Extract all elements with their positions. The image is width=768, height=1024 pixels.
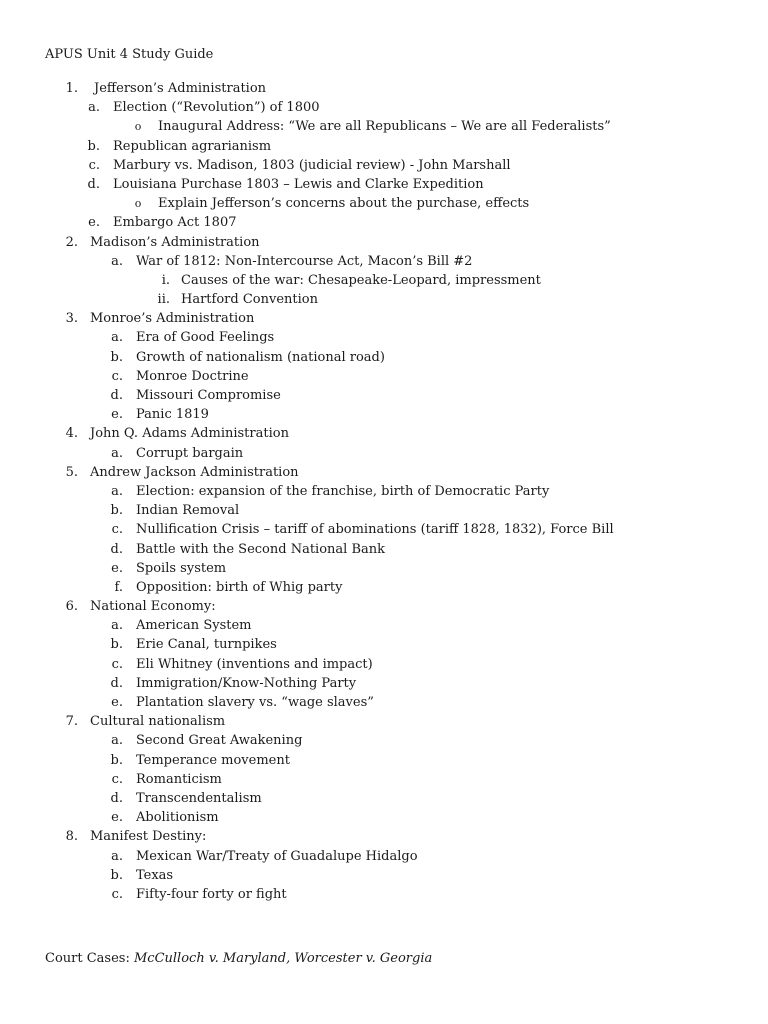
outline-item xyxy=(0,386,768,405)
bullet-marker: o xyxy=(134,197,142,211)
outline-marker: i. xyxy=(161,272,170,288)
outline-item-text: Panic 1819 xyxy=(136,407,209,423)
outline-item xyxy=(0,520,768,539)
outline-item-text: Mexican War/Treaty of Guadalupe Hidalgo xyxy=(136,848,418,864)
outline-item xyxy=(0,309,768,328)
outline-marker: 4. xyxy=(65,426,78,442)
outline-marker: 1. xyxy=(65,81,78,96)
document-title: APUS Unit 4 Study Guide xyxy=(45,47,214,62)
outline-marker: 7. xyxy=(65,714,78,730)
outline-item xyxy=(0,847,768,866)
outline-item-text: Indian Removal xyxy=(136,503,240,519)
outline-item xyxy=(0,808,768,827)
outline-marker: a. xyxy=(111,848,123,864)
outline-item xyxy=(0,98,768,117)
outline-marker: e. xyxy=(88,215,100,231)
outline-marker: e. xyxy=(111,407,123,423)
outline-item-text: Hartford Convention xyxy=(181,292,318,308)
outline-item xyxy=(0,271,768,290)
outline-item xyxy=(0,328,768,347)
outline-item-text: Monroe Doctrine xyxy=(136,368,249,384)
outline-item xyxy=(0,233,768,252)
outline-marker: a. xyxy=(111,618,123,634)
outline-marker: a. xyxy=(111,483,123,499)
outline-item-text: Election (“Revolution”) of 1800 xyxy=(113,100,320,116)
bullet-marker: o xyxy=(134,120,142,134)
outline-item-text: Embargo Act 1807 xyxy=(113,215,237,231)
outline-item xyxy=(0,367,768,386)
outline-item-text: National Economy: xyxy=(90,599,216,615)
outline-marker: c. xyxy=(88,157,100,173)
outline-item-text: Transcendentalism xyxy=(136,790,262,806)
outline-marker: d. xyxy=(87,176,100,192)
outline-item xyxy=(0,501,768,520)
outline-item xyxy=(0,463,768,482)
outline-item xyxy=(0,252,768,271)
outline-item xyxy=(0,866,768,885)
outline-marker: 6. xyxy=(65,599,78,615)
outline-item-text: Second Great Awakening xyxy=(136,733,303,749)
outline-item-text: Causes of the war: Chesapeake-Leopard, impressment xyxy=(181,272,541,288)
outline-item xyxy=(0,290,768,309)
outline-marker: b. xyxy=(110,349,123,365)
outline-item-text: Spoils system xyxy=(136,560,227,576)
outline-item-text: Opposition: birth of Whig party xyxy=(136,579,343,595)
outline-marker: f. xyxy=(114,579,123,595)
outline-marker: 2. xyxy=(65,234,78,250)
study-guide-outline xyxy=(0,79,768,904)
outline-item xyxy=(0,424,768,443)
outline-item xyxy=(0,578,768,597)
outline-item-text: Madison’s Administration xyxy=(90,234,260,250)
outline-marker: 8. xyxy=(65,829,78,845)
outline-marker: a. xyxy=(111,445,123,461)
court-cases-label: Court Cases: xyxy=(45,951,130,966)
outline-marker: d. xyxy=(110,388,123,403)
outline-item xyxy=(0,674,768,693)
outline-marker: c. xyxy=(111,522,123,538)
outline-item-text: Fifty-four forty or fight xyxy=(136,886,287,902)
outline-item-text: Inaugural Address: “We are all Republicans – We are all Federalists” xyxy=(158,119,611,135)
outline-item-text: Romanticism xyxy=(136,771,222,787)
outline-item-text: Cultural nationalism xyxy=(90,714,226,730)
outline-marker: a. xyxy=(111,330,123,346)
outline-item xyxy=(0,827,768,846)
outline-item-text: Eli Whitney (inventions and impact) xyxy=(136,656,373,672)
outline-marker: a. xyxy=(111,253,123,269)
outline-item xyxy=(0,405,768,424)
outline-marker: c. xyxy=(111,656,123,672)
outline-marker: b. xyxy=(110,867,123,883)
outline-item-text: John Q. Adams Administration xyxy=(90,426,289,442)
outline-item-text: Missouri Compromise xyxy=(136,388,281,403)
outline-item-text: Immigration/Know-Nothing Party xyxy=(136,675,357,691)
outline-item xyxy=(0,482,768,501)
outline-marker: 3. xyxy=(65,311,78,327)
outline-item-text: Manifest Destiny: xyxy=(90,829,207,845)
outline-item-text: Plantation slavery vs. “wage slaves” xyxy=(136,695,374,710)
outline-marker: b. xyxy=(87,138,100,154)
outline-item-text: Abolitionism xyxy=(136,810,219,826)
outline-item xyxy=(0,770,768,789)
outline-item xyxy=(0,635,768,654)
outline-item xyxy=(0,175,768,194)
outline-marker: e. xyxy=(111,560,123,576)
outline-item xyxy=(0,655,768,674)
outline-item xyxy=(0,348,768,367)
outline-marker: ii. xyxy=(157,292,170,308)
outline-marker: c. xyxy=(111,771,123,787)
outline-item-text: Era of Good Feelings xyxy=(136,330,275,346)
outline-item xyxy=(0,156,768,175)
outline-item-text: Monroe’s Administration xyxy=(90,311,255,327)
court-cases-line xyxy=(45,949,432,968)
outline-marker: a. xyxy=(88,100,100,116)
outline-item-text: Andrew Jackson Administration xyxy=(90,464,299,480)
outline-item-text: Growth of nationalism (national road) xyxy=(136,349,385,365)
outline-marker: d. xyxy=(110,675,123,691)
outline-item-text: Corrupt bargain xyxy=(136,445,244,461)
outline-marker: b. xyxy=(110,637,123,653)
outline-marker: b. xyxy=(110,503,123,519)
outline-item xyxy=(0,444,768,463)
outline-marker: e. xyxy=(111,810,123,826)
outline-marker: a. xyxy=(111,733,123,749)
outline-item-text: Louisiana Purchase 1803 – Lewis and Clarke Expedition xyxy=(113,176,484,192)
outline-marker: d. xyxy=(110,541,123,557)
outline-item-text: Temperance movement xyxy=(136,752,290,768)
outline-item xyxy=(0,789,768,808)
outline-item-text: Election: expansion of the franchise, birth of Democratic Party xyxy=(136,483,550,499)
outline-item-text: Texas xyxy=(136,867,174,883)
outline-item xyxy=(0,751,768,770)
outline-item xyxy=(0,597,768,616)
outline-marker: 5. xyxy=(65,464,78,480)
outline-item xyxy=(0,693,768,712)
outline-marker: b. xyxy=(110,752,123,768)
outline-item-text: Republican agrarianism xyxy=(113,138,272,154)
outline-item-text: American System xyxy=(136,618,252,634)
outline-item-text: Marbury vs. Madison, 1803 (judicial review) - John Marshall xyxy=(113,157,511,173)
outline-item xyxy=(0,79,768,98)
outline-item-text: Jefferson’s Administration xyxy=(94,81,267,96)
outline-item-text: War of 1812: Non-Intercourse Act, Macon’s Bill #2 xyxy=(136,253,473,269)
outline-item-text: Explain Jefferson’s concerns about the purchase, effects xyxy=(158,196,530,212)
outline-item xyxy=(0,117,768,136)
outline-marker: c. xyxy=(111,886,123,902)
outline-item xyxy=(0,885,768,904)
outline-marker: e. xyxy=(111,695,123,710)
court-cases-list: McCulloch v. Maryland, Worcester v. Georgia xyxy=(133,951,433,966)
outline-item xyxy=(0,559,768,578)
outline-item xyxy=(0,712,768,731)
outline-marker: c. xyxy=(111,368,123,384)
outline-item xyxy=(0,540,768,559)
outline-item xyxy=(0,616,768,635)
outline-item xyxy=(0,137,768,156)
outline-item-text: Nullification Crisis – tariff of abominations (tariff 1828, 1832), Force Bill xyxy=(136,522,614,538)
outline-item xyxy=(0,213,768,232)
outline-marker: d. xyxy=(110,790,123,806)
outline-item xyxy=(0,731,768,750)
outline-item-text: Erie Canal, turnpikes xyxy=(136,637,277,653)
outline-item-text: Battle with the Second National Bank xyxy=(136,541,386,557)
outline-item xyxy=(0,194,768,213)
